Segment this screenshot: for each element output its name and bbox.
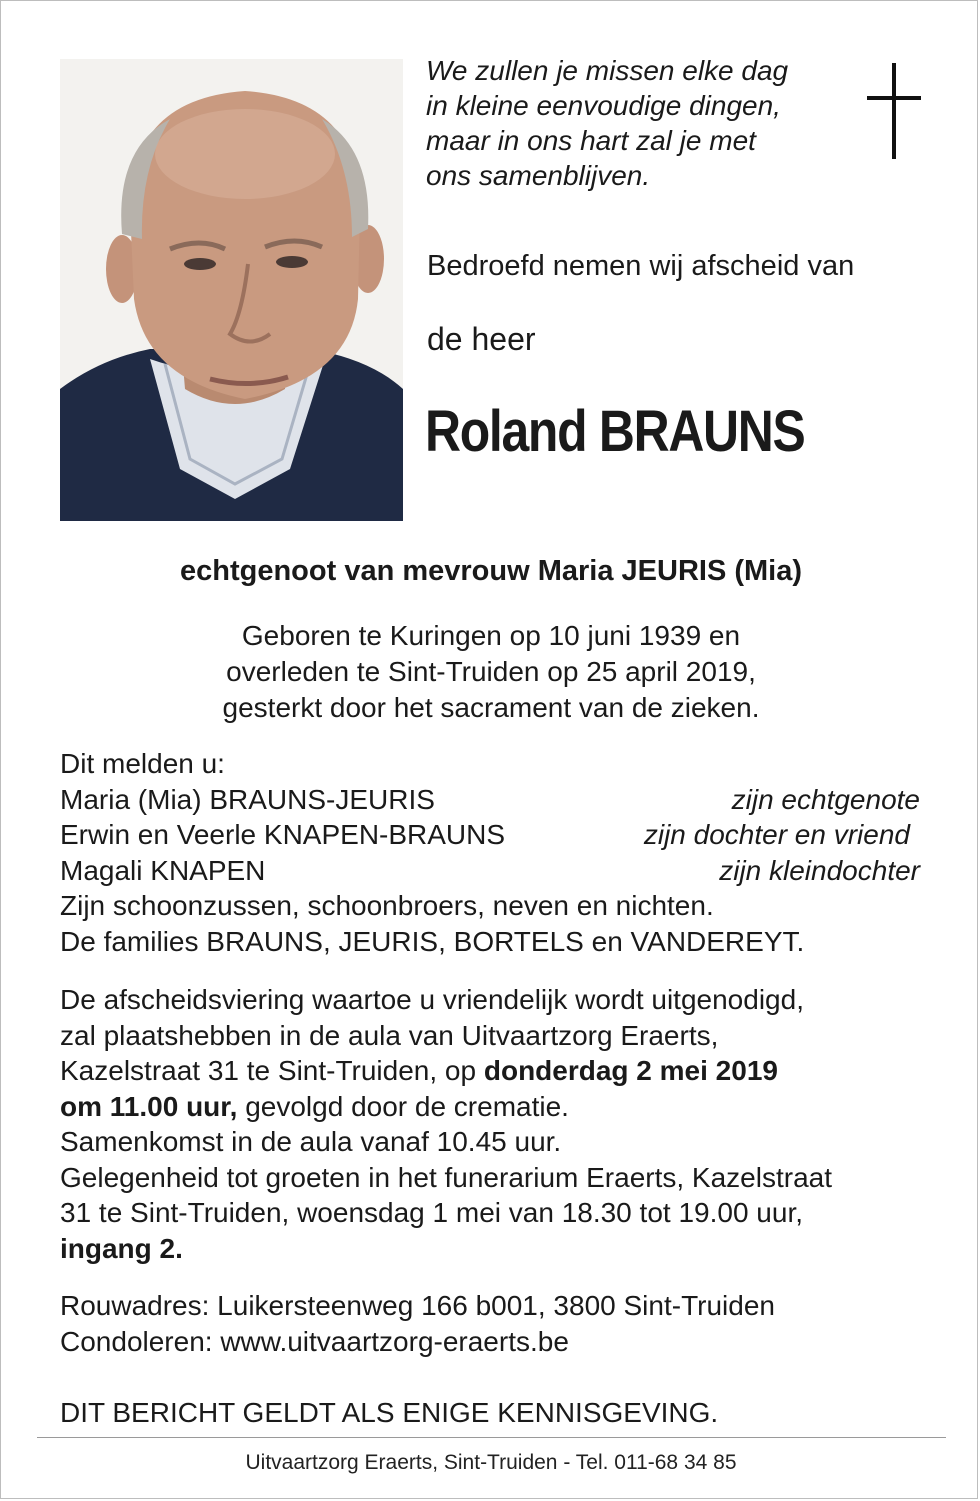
portrait-photo bbox=[60, 59, 403, 521]
ceremony-line bbox=[60, 1231, 920, 1267]
family-extra: Zijn schoonzussen, schoonbroers, neven en nichten. bbox=[60, 890, 714, 921]
footer-divider bbox=[37, 1437, 946, 1438]
member-name: Magali KNAPEN bbox=[60, 854, 266, 886]
memorial-poem bbox=[426, 53, 846, 193]
member-relation: zijn echtgenote bbox=[731, 783, 920, 815]
detail-line: gesterkt door het sacrament van de zieken. bbox=[222, 692, 760, 723]
official-notice: DIT BERICHT GELDT ALS ENIGE KENNISGEVING. bbox=[60, 1397, 719, 1428]
member-relation: zijn dochter en vriend bbox=[643, 819, 910, 850]
ceremony-line: 31 te Sint-Truiden, woensdag 1 mei van 18.30 tot 19.00 uur, bbox=[60, 1197, 803, 1228]
ceremony-text: Kazelstraat 31 te Sint-Truiden, op bbox=[60, 1055, 484, 1086]
poem-line: in kleine eenvoudige dingen, bbox=[426, 90, 781, 121]
spouse-line: echtgenoot van mevrouw Maria JEURIS (Mia) bbox=[179, 555, 802, 587]
mourning-address: Rouwadres: Luikersteenweg 166 b001, 3800 Sint-Truiden bbox=[60, 1290, 775, 1321]
ceremony-date: donderdag 2 mei 2019 bbox=[483, 1055, 778, 1086]
contact-details bbox=[60, 1288, 920, 1359]
family-member bbox=[60, 853, 920, 889]
ceremony-line bbox=[60, 1053, 920, 1089]
detail-line: overleden te Sint-Truiden op 25 april 2019, bbox=[226, 656, 756, 687]
member-name: Maria (Mia) BRAUNS-JEURIS bbox=[60, 783, 435, 815]
intro-text: Bedroefd nemen wij afscheid van bbox=[427, 250, 855, 282]
deceased-name: Roland BRAUNS bbox=[425, 399, 805, 464]
condolence-link[interactable]: Condoleren: www.uitvaartzorg-eraerts.be bbox=[60, 1325, 569, 1357]
portrait-illustration bbox=[60, 59, 403, 521]
family-member bbox=[60, 782, 920, 818]
ceremony-line: Samenkomst in de aula vanaf 10.45 uur. bbox=[60, 1126, 562, 1157]
poem-line: ons samenblijven. bbox=[426, 160, 651, 191]
ceremony-line bbox=[60, 1089, 920, 1125]
member-relation: zijn kleindochter bbox=[719, 854, 920, 886]
detail-line: Geboren te Kuringen op 10 juni 1939 en bbox=[241, 620, 741, 651]
ceremony-line: Gelegenheid tot groeten in het funerarium Eraerts, Kazelstraat bbox=[60, 1161, 832, 1193]
ceremony-line: De afscheidsviering waartoe u vriendelijk wordt uitgenodigd, bbox=[60, 984, 804, 1015]
family-heading: Dit melden u: bbox=[60, 748, 225, 779]
cross-icon bbox=[863, 63, 923, 164]
entrance-label: ingang 2. bbox=[60, 1232, 183, 1264]
poem-line: We zullen je missen elke dag bbox=[426, 55, 789, 86]
funeral-home-footer: Uitvaartzorg Eraerts, Sint-Truiden - Tel. 011-68 34 85 bbox=[245, 1451, 737, 1474]
family-announcement bbox=[60, 746, 920, 959]
ceremony-line: zal plaatshebben in de aula van Uitvaartzorg Eraerts, bbox=[60, 1019, 719, 1051]
member-name: Erwin en Veerle KNAPEN-BRAUNS bbox=[60, 819, 506, 850]
family-extra: De families BRAUNS, JEURIS, BORTELS en VANDEREYT. bbox=[60, 925, 805, 957]
ceremony-text: gevolgd door de crematie. bbox=[237, 1090, 569, 1122]
ceremony-time: om 11.00 uur, bbox=[60, 1090, 238, 1122]
birth-death-details bbox=[1, 618, 980, 726]
ceremony-details bbox=[60, 982, 920, 1266]
family-member bbox=[60, 817, 920, 853]
honorific: de heer bbox=[427, 321, 536, 357]
poem-line: maar in ons hart zal je met bbox=[426, 125, 756, 156]
